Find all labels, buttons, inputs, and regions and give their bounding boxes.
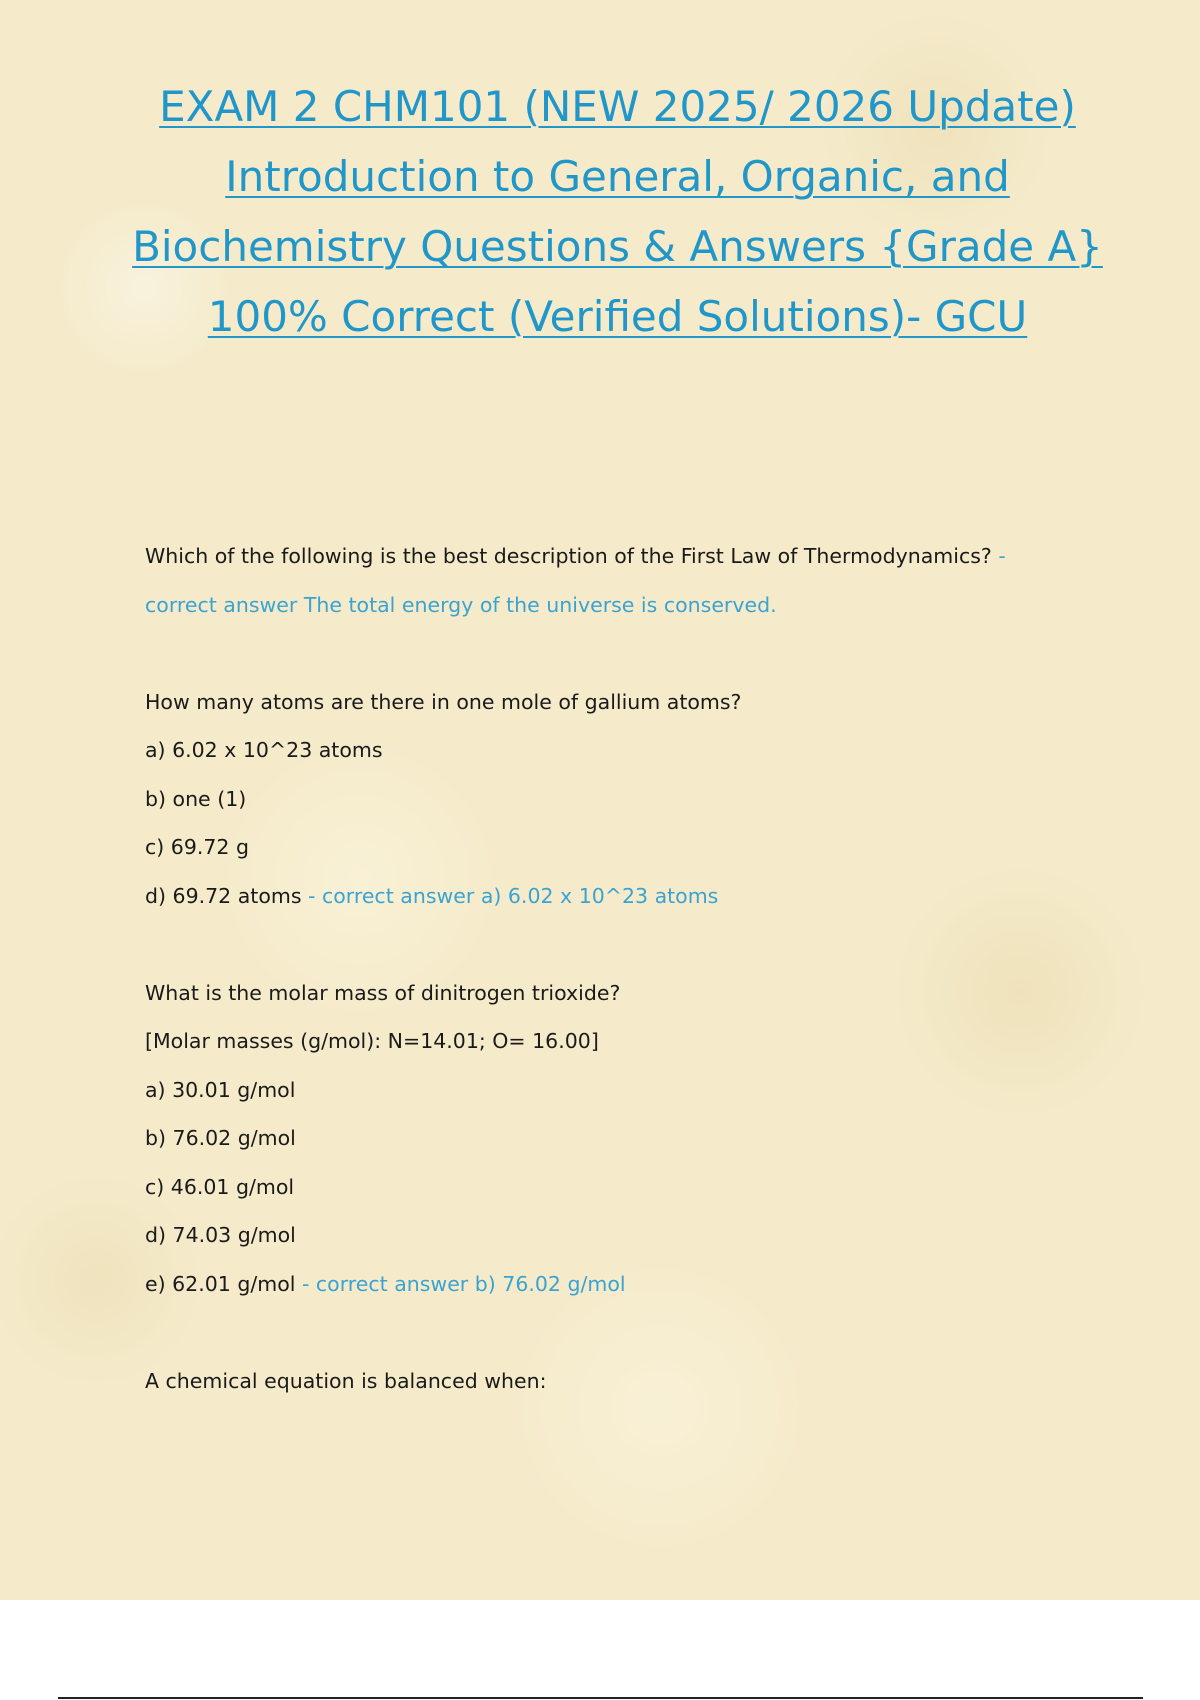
question-1-text: Which of the following is the best description of the First Law of Thermodynamics? [145, 544, 992, 568]
spacer [145, 633, 1095, 682]
questions-list [145, 536, 1095, 1409]
question-3-option-d: d) 74.03 g/mol [145, 1223, 296, 1247]
question-3-option-a: a) 30.01 g/mol [145, 1077, 296, 1102]
question-3-given: [Molar masses (g/mol): N=14.01; O= 16.00] [145, 1029, 599, 1053]
question-3-option-b: b) 76.02 g/mol [145, 1126, 296, 1150]
question-2-option-d-row [145, 876, 1095, 925]
spacer [145, 924, 1095, 973]
question-2-option-a: a) 6.02 x 10^23 atoms [145, 738, 383, 762]
question-3-option-e: e) 62.01 g/mol [145, 1271, 296, 1296]
question-3-text: What is the molar mass of dinitrogen trioxide? [145, 980, 621, 1005]
document-title: EXAM 2 CHM101 (NEW 2025/ 2026 Update) Introduction to General, Organic, and Biochemistry Questions & Answers {Grade A} 100% Correct (Verified Solutions)- GCU [132, 82, 1103, 341]
question-3-option-c: c) 46.01 g/mol [145, 1174, 295, 1199]
question-4-text: A chemical equation is balanced when: [145, 1368, 547, 1393]
question-2-option-b: b) one (1) [145, 786, 247, 811]
question-3-option-e-row [145, 1264, 1095, 1313]
question-2-answer: - correct answer a) 6.02 x 10^23 atoms [301, 883, 719, 908]
question-1-answer: correct answer The total energy of the universe is conserved. [145, 592, 777, 617]
spacer [145, 1312, 1095, 1361]
question-2-option-c: c) 69.72 g [145, 835, 250, 859]
question-1 [145, 536, 1095, 585]
question-3-answer: - correct answer b) 76.02 g/mol [295, 1271, 626, 1296]
page-divider [58, 1697, 1143, 1699]
question-2-option-d: d) 69.72 atoms [145, 883, 302, 908]
question-1-separator: - [991, 544, 1006, 568]
question-2-text: How many atoms are there in one mole of gallium atoms? [145, 689, 742, 714]
